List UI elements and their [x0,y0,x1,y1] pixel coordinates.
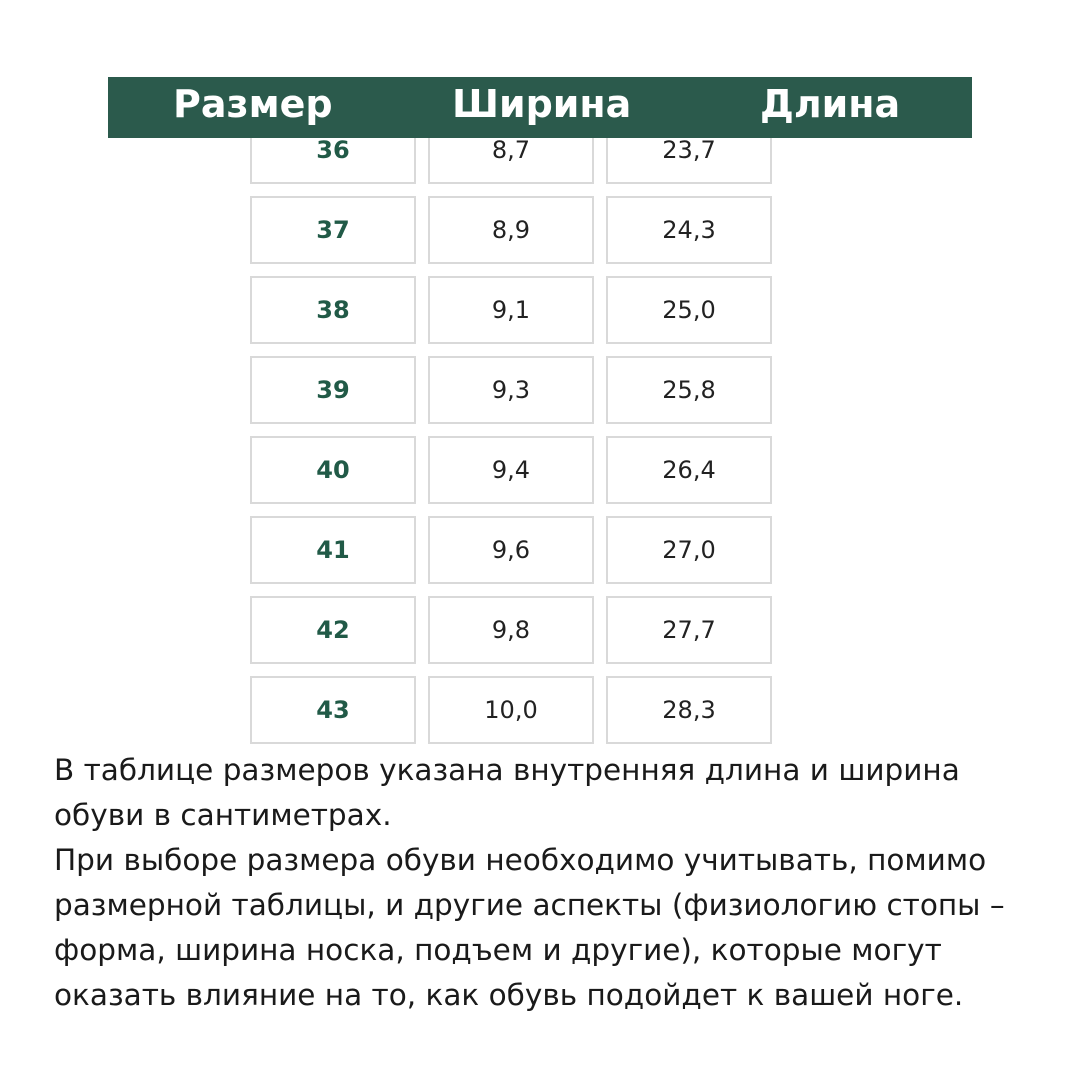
length-cell: 23,7 [606,138,772,184]
width-cell: 10,0 [428,676,594,744]
size-cell: 36 [250,138,416,184]
width-cell: 9,8 [428,596,594,664]
width-cell: 9,4 [428,436,594,504]
header-length-label: Длина [760,82,901,126]
length-cell: 28,3 [606,676,772,744]
size-table [250,138,780,744]
width-cell: 8,7 [428,138,594,184]
size-cell: 43 [250,676,416,744]
size-note [54,748,1054,1018]
length-cell: 25,8 [606,356,772,424]
size-cell: 40 [250,436,416,504]
size-cell: 37 [250,196,416,264]
note-line: В таблице размеров указана внутренняя длина и ширина [54,753,960,787]
size-cell: 39 [250,356,416,424]
length-cell: 27,0 [606,516,772,584]
header-width-label: Ширина [452,82,632,126]
note-line: При выборе размера обуви необходимо учитывать, помимо [54,843,987,877]
size-cell: 42 [250,596,416,664]
note-line: оказать влияние на то, как обувь подойдет к вашей ноге. [54,978,964,1012]
note-line: обуви в сантиметрах. [54,798,392,832]
size-cell: 41 [250,516,416,584]
note-line: форма, ширина носка, подъем и другие), которые могут [54,933,942,967]
length-cell: 24,3 [606,196,772,264]
header-size-label: Размер [173,82,333,126]
size-cell: 38 [250,276,416,344]
width-cell: 8,9 [428,196,594,264]
width-cell: 9,6 [428,516,594,584]
width-cell: 9,3 [428,356,594,424]
width-cell: 9,1 [428,276,594,344]
length-cell: 27,7 [606,596,772,664]
note-line: размерной таблицы, и другие аспекты (физиологию стопы – [54,888,1005,922]
table-header [108,77,972,138]
length-cell: 26,4 [606,436,772,504]
length-cell: 25,0 [606,276,772,344]
